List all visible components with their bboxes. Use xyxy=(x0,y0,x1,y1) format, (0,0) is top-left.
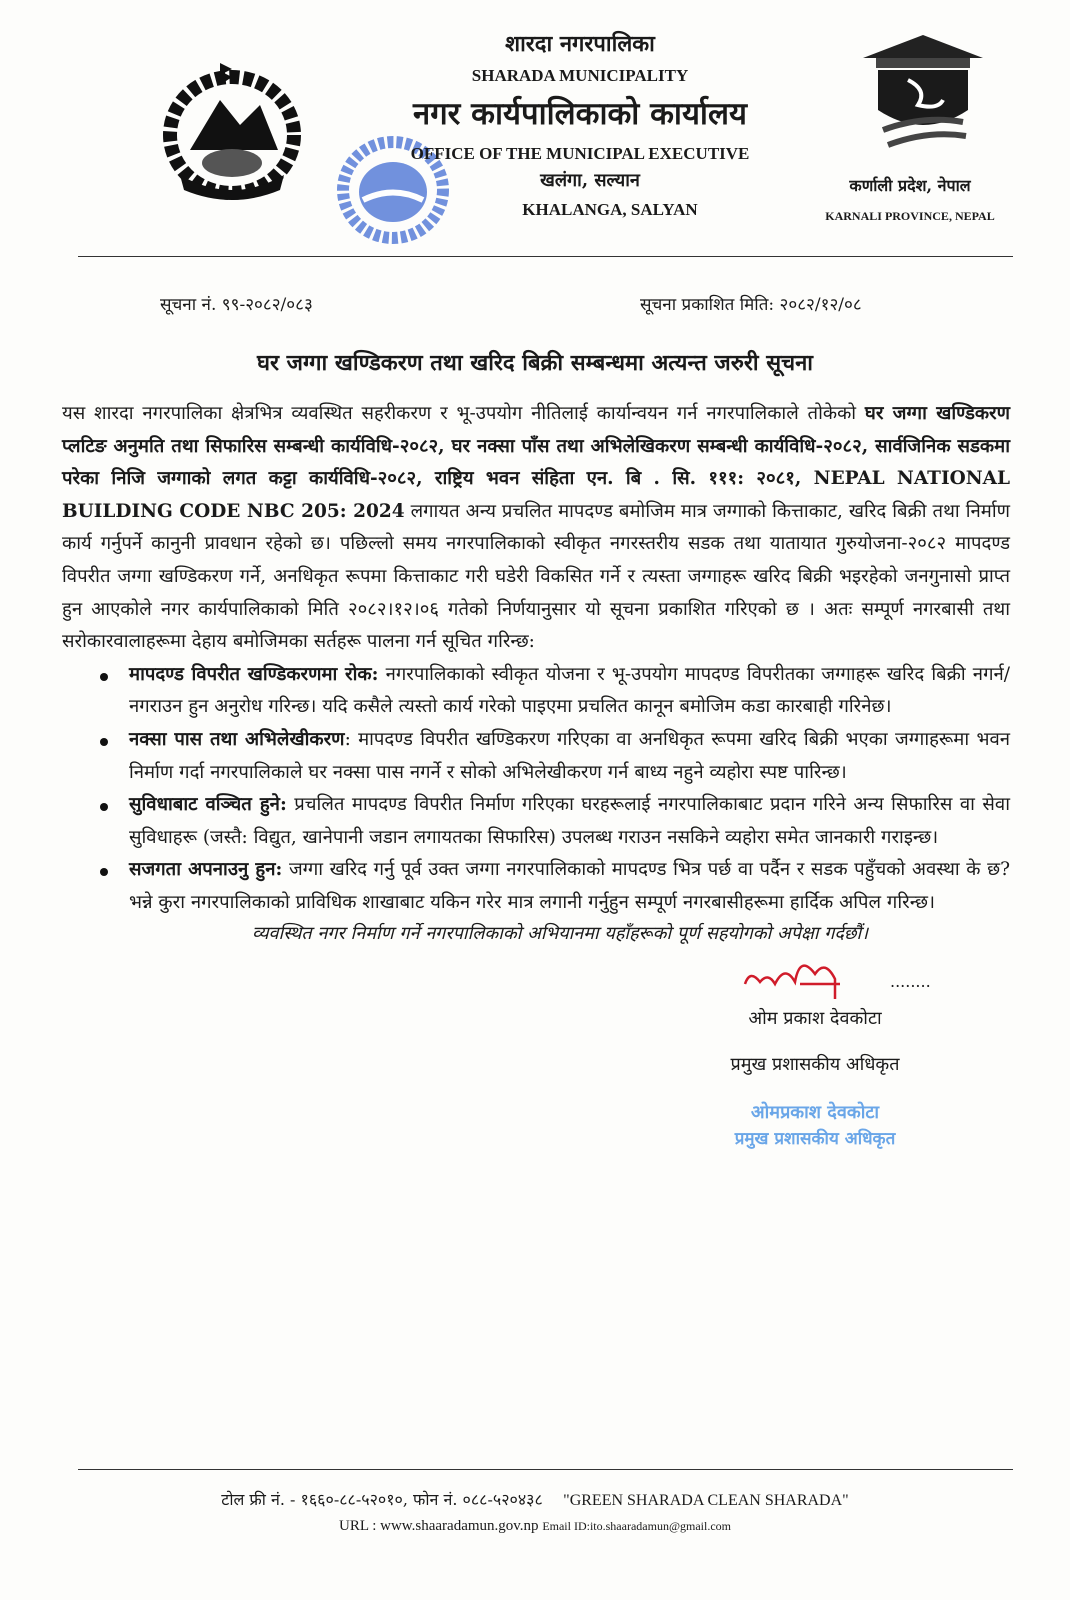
list-item xyxy=(95,789,1010,854)
bullet-icon xyxy=(100,868,108,876)
notice-publish-date: सूचना प्रकाशित मिति: २०८२/१२/०८ xyxy=(640,295,862,315)
office-name-np: नगर कार्यपालिकाको कार्यालय xyxy=(413,96,747,132)
nepal-emblem-logo xyxy=(160,55,305,205)
header-divider xyxy=(78,256,1013,257)
footer-email[interactable]: Email ID:ito.shaaradamun@gmail.com xyxy=(542,1519,731,1533)
location-en: KHALANGA, SALYAN xyxy=(522,200,698,219)
body-text-rest: लगायत अन्य प्रचलित मापदण्ड बमोजिम मात्र जग्गाको कित्ताकाट, खरिद बिक्री तथा निर्माण कार्य गर्नुपर्ने कानुनी प्रावधान रहेको छ। पछिल्लो समय नगरपालिकाको स्वीकृत नगरस्तरीय सडक तथा यातायात गुरुयोजना-२०८२ मापदण्ड विपरीत जग्गा खण्डिकरण गर्ने, अनधिकृत रूपमा कित्ताकाट गरी घडेरी विकसित गर्ने र त्यस्ता जग्गाहरू खरिद बिक्री भइरहेको जनगुनासो प्राप्त हुन आएकोले नगर कार्यपालिकाको मिति २०८२।१२।०६ गतेको निर्णयानुसार यो सूचना प्रकाशित गरिएको छ । अतः सम्पूर्ण नगरबासी तथा सरोकारवालाहरूमा देहाय बमोजिमका सर्तहरू पालना गर्न सूचित गरिन्छ: xyxy=(62,500,1010,653)
list-item-text: जग्गा खरिद गर्नु पूर्व उक्त जग्गा नगरपालिकाको मापदण्ड भित्र पर्छ वा पर्दैन र सडक पहुँचको अवस्था के छ? भन्ने कुरा नगरपालिकाको प्राविधिक शाखाबाट यकिन गरेर मात्र लगानी गर्नुहुन सम्पूर्ण नगरबासीहरूमा हार्दिक अपिल गरिन्छ। xyxy=(129,859,1010,913)
body-text-intro: यस शारदा नगरपालिका क्षेत्रभित्र व्यवस्थित सहरीकरण र भू-उपयोग नीतिलाई कार्यान्वयन गर्न नगरपालिकाले तोकेको xyxy=(62,403,865,424)
bullet-icon xyxy=(100,738,108,746)
signature-block xyxy=(680,954,950,1152)
bullet-icon xyxy=(100,803,108,811)
closing-appeal: व्यवस्थित नगर निर्माण गर्ने नगरपालिकाको अभियानमा यहाँहरूको पूर्ण सहयोगको अपेक्षा गर्दछौं। xyxy=(251,922,869,944)
office-name-en: OFFICE OF THE MUNICIPAL EXECUTIVE xyxy=(410,144,750,163)
location-np: खलंगा, सल्यान xyxy=(540,170,640,191)
list-item-heading: सजगता अपनाउनु हुन: xyxy=(129,859,283,881)
name-seal-name: ओमप्रकाश देवकोटा xyxy=(750,1101,880,1123)
notice-reference-number: सूचना नं. ९९-२०८२/०८३ xyxy=(160,295,313,315)
footer-phones: टोल फ्री नं. - १६६०-८८-५२०१०, फोन नं. ०८८-५२०४३८ xyxy=(221,1490,543,1509)
municipality-name-np: शारदा नगरपालिका xyxy=(505,31,655,57)
list-item-text: : मापदण्ड विपरीत खण्डिकरण गरिएका वा अनधिकृत रूपमा खरिद बिक्री भएका जग्गाहरूमा भवन निर्माण गर्दा नगरपालिकाले घर नक्सा पास नगर्ने र सोको अभिलेखीकरण गर्न बाध्य नहुने व्यहोरा स्पष्ट पारिन्छ। xyxy=(129,728,1010,783)
list-item xyxy=(95,724,1010,789)
notice-title: घर जग्गा खण्डिकरण तथा खरिद बिक्री सम्बन्धमा अत्यन्त जरुरी सूचना xyxy=(256,350,813,376)
list-item-heading: मापदण्ड विपरीत खण्डिकरणमा रोक: xyxy=(129,663,379,685)
footer-web xyxy=(30,1515,1040,1537)
name-seal-title: प्रमुख प्रशासकीय अधिकृत xyxy=(734,1128,896,1149)
footer-url[interactable]: URL : www.shaaradamun.gov.np xyxy=(339,1518,539,1534)
list-item xyxy=(95,854,1010,919)
signatory-title: प्रमुख प्रशासकीय अधिकृत xyxy=(730,1053,900,1075)
footer-slogan: "GREEN SHARADA CLEAN SHARADA" xyxy=(563,1492,849,1509)
handwritten-signature xyxy=(740,954,931,1004)
list-item-text: प्रचलित मापदण्ड विपरीत निर्माण गरिएका घरहरूलाई नगरपालिकाबाट प्रदान गरिने अन्य सिफारिस वा सेवा सुविधाहरू (जस्तै: विद्युत, खानेपानी जडान लगायतका सिफारिस) उपलब्ध गराउन नसकिने व्यहोरा समेत जानकारी गराइन्छ। xyxy=(129,794,1010,848)
municipality-name-en: SHARADA MUNICIPALITY xyxy=(471,66,689,85)
body-text-procedures: घर जग्गा खण्डिकरण प्लटिङ अनुमति तथा सिफारिस सम्बन्धी कार्यविधि-२०८२, घर नक्सा पाँस तथा अभिलेखिकरण सम्बन्धी कार्यविधि-२०८२, सार्वजिनिक सडकमा परेका निजि जग्गाको लगत कट्टा कार्यविधि-२०८२, राष्ट्रिय भवन संहिता एन. बि . सि. १११: २०८१, NEPAL NATIONAL BUILDING CODE NBC 205: 2024 xyxy=(62,403,1010,522)
sharada-municipality-logo xyxy=(848,30,998,160)
bullet-icon xyxy=(100,673,108,681)
list-item-heading: सुविधाबाट वञ्चित हुने: xyxy=(129,794,287,816)
signatory-name: ओम प्रकाश देवकोटा xyxy=(748,1007,882,1029)
conditions-list xyxy=(95,659,1010,920)
province-np: कर्णाली प्रदेश, नेपाल xyxy=(849,176,971,195)
footer-contact xyxy=(30,1488,1040,1513)
notice-body-paragraph xyxy=(62,398,1010,659)
list-item-text: नगरपालिकाको स्वीकृत योजना र भू-उपयोग मापदण्ड विपरीतका जग्गाहरू खरिद बिक्री नगर्न/नगराउन हुन अनुरोध गरिन्छ। यदि कसैले त्यस्तो कार्य गरेको पाइएमा प्रचलित कानून बमोजिम कडा कारबाही गरिनेछ। xyxy=(129,663,1010,718)
footer xyxy=(30,1488,1040,1537)
list-item xyxy=(95,659,1010,724)
footer-divider xyxy=(78,1469,1013,1470)
signature-dots: ........ xyxy=(890,971,931,991)
province-en: KARNALI PROVINCE, NEPAL xyxy=(825,209,995,223)
notice-content xyxy=(62,398,1010,1152)
list-item-heading: नक्सा पास तथा अभिलेखीकरण xyxy=(129,728,345,750)
